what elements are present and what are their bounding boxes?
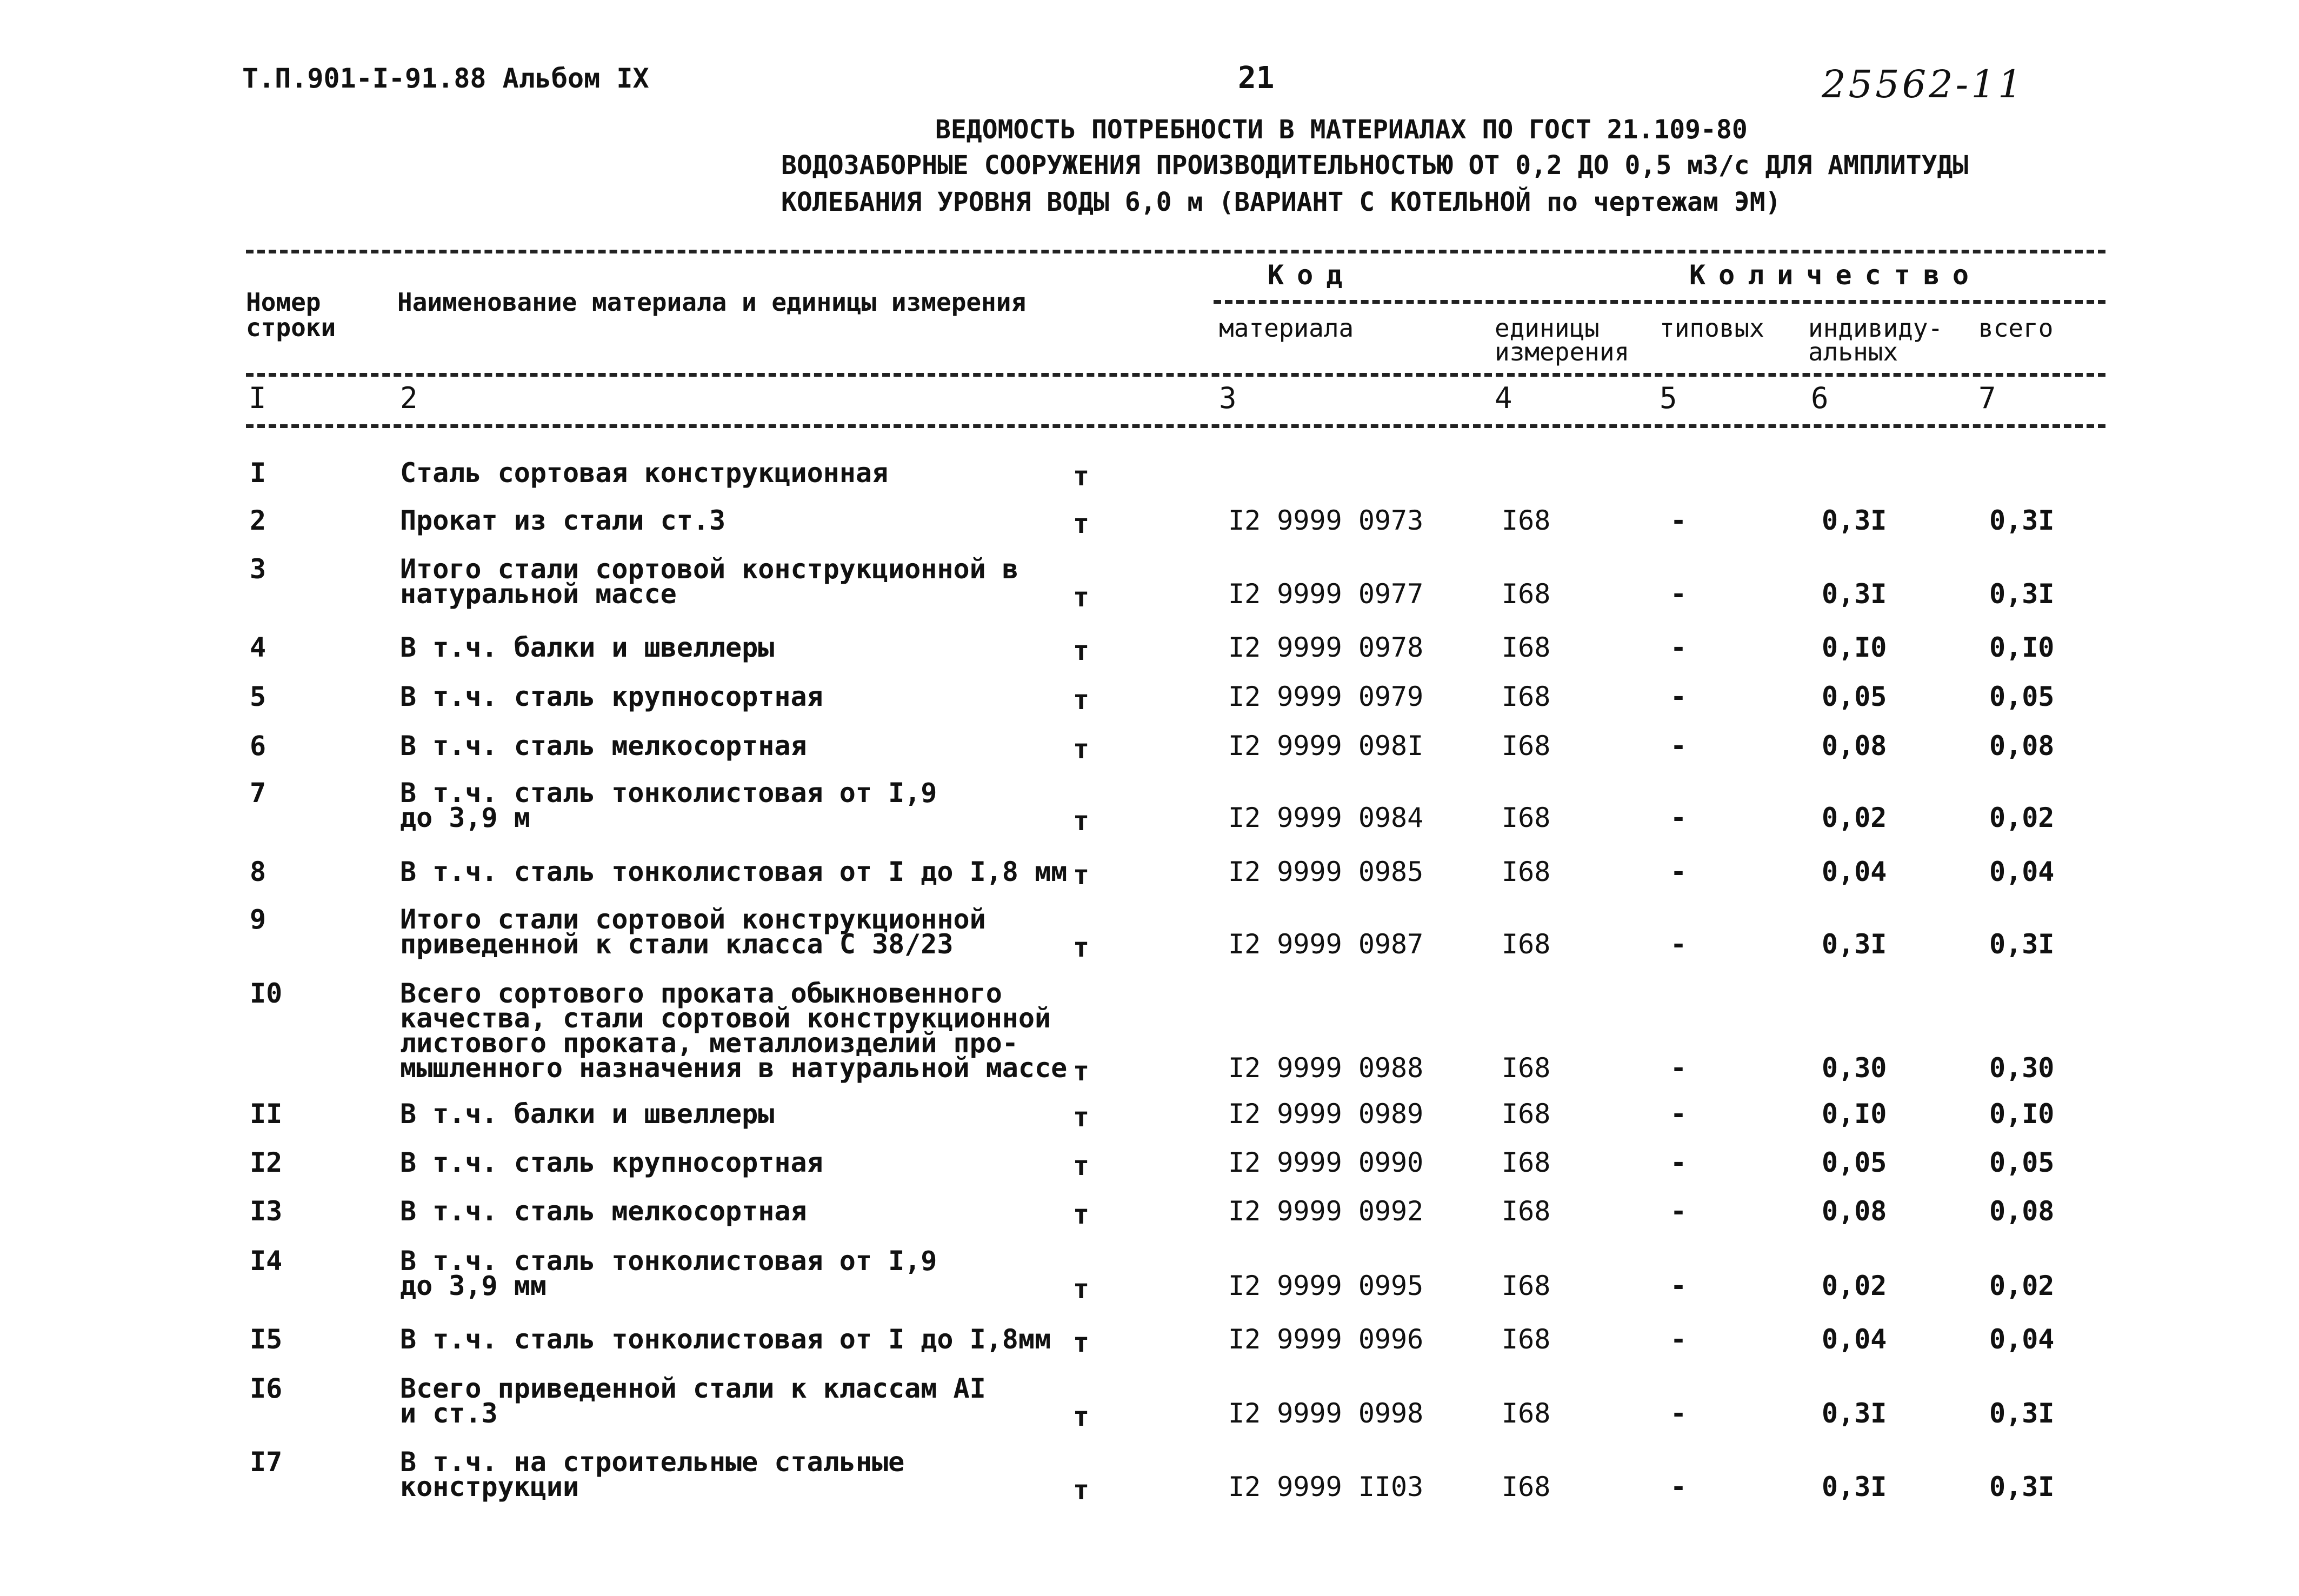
column-number-1: I (249, 381, 266, 415)
row-number: 5 (250, 681, 266, 712)
material-name-line: Итого стали сортовой конструкционной в (400, 553, 1018, 585)
row-number: 9 (250, 904, 266, 935)
individual-quantity: 0,08 (1822, 1196, 1887, 1227)
material-code: I2 9999 0992 (1228, 1196, 1424, 1227)
unit-of-measure: т (1073, 582, 1090, 613)
material-name-line: В т.ч. сталь тонколистовая от I до I,8 мм (400, 856, 1068, 887)
material-name-line: В т.ч. балки и швеллеры (400, 632, 775, 663)
material-code: I2 9999 0973 (1228, 505, 1424, 536)
title-line-2: ВОДОЗАБОРНЫЕ СООРУЖЕНИЯ ПРОИЗВОДИТЕЛЬНОСТЬЮ ОТ 0,2 ДО 0,5 м3/с ДЛЯ АМПЛИТУДЫ (781, 150, 1969, 181)
unit-code: I68 (1502, 632, 1551, 663)
material-name-line: В т.ч. сталь крупносортная (400, 681, 823, 712)
unit-of-measure: т (1073, 1401, 1090, 1432)
individual-quantity: 0,3I (1822, 505, 1887, 536)
material-code: I2 9999 098I (1228, 730, 1424, 762)
header-unit-1: единицы (1495, 313, 1600, 343)
individual-quantity: 0,3I (1822, 1471, 1887, 1502)
unit-of-measure: т (1073, 859, 1090, 891)
row-number: I7 (250, 1446, 283, 1478)
unit-of-measure: т (1073, 1101, 1090, 1133)
individual-quantity: 0,3I (1822, 578, 1887, 610)
header-individual-2: альных (1808, 337, 1898, 366)
material-code: I2 9999 0977 (1228, 578, 1424, 610)
column-number-4: 4 (1495, 381, 1512, 415)
typical-quantity: - (1670, 1147, 1687, 1178)
row-number: I5 (250, 1324, 283, 1355)
header-sub-rule (1214, 300, 2105, 304)
row-number: I6 (250, 1373, 283, 1404)
row-number: I3 (250, 1196, 283, 1227)
unit-of-measure: т (1073, 508, 1090, 539)
total-quantity: 0,04 (1989, 1324, 2055, 1355)
row-number: 8 (250, 856, 266, 887)
unit-code: I68 (1502, 856, 1551, 887)
material-name-line: Сталь сортовая конструкционная (400, 457, 889, 489)
total-quantity: 0,I0 (1989, 632, 2055, 663)
title-line-3: КОЛЕБАНИЯ УРОВНЯ ВОДЫ 6,0 м (ВАРИАНТ С КОТЕЛЬНОЙ по чертежам ЭМ) (781, 187, 1781, 217)
material-name-line: приведенной к стали класса С 38/23 (400, 929, 954, 960)
material-name-line: Прокат из стали ст.3 (400, 505, 726, 536)
material-code: I2 9999 0996 (1228, 1324, 1424, 1355)
unit-code: I68 (1502, 505, 1551, 536)
row-number: 2 (250, 505, 266, 536)
individual-quantity: 0,I0 (1822, 1098, 1887, 1130)
material-code: I2 9999 0984 (1228, 802, 1424, 833)
material-name-line: В т.ч. сталь тонколистовая от I,9 (400, 1245, 937, 1277)
header-row-no-2: строки (246, 313, 336, 342)
total-quantity: 0,3I (1989, 1471, 2055, 1502)
typical-quantity: - (1670, 1471, 1687, 1502)
material-code: I2 9999 0985 (1228, 856, 1424, 887)
typical-quantity: - (1670, 730, 1687, 762)
total-quantity: 0,I0 (1989, 1098, 2055, 1130)
unit-of-measure: т (1073, 1474, 1090, 1506)
archive-stamp: 25562-11 (1822, 62, 2025, 106)
column-number-7: 7 (1978, 381, 1996, 415)
unit-of-measure: т (1073, 1150, 1090, 1181)
header-quantity-group: Количество (1689, 259, 1982, 291)
header-row-no-1: Номер (246, 288, 321, 317)
row-number: I2 (250, 1147, 283, 1178)
typical-quantity: - (1670, 1270, 1687, 1301)
material-code: I2 9999 0978 (1228, 632, 1424, 663)
unit-of-measure: т (1073, 684, 1090, 716)
material-name-line: В т.ч. на строительные стальные (400, 1446, 905, 1478)
header-typical: типовых (1660, 313, 1764, 343)
total-quantity: 0,30 (1989, 1052, 2055, 1084)
row-number: I0 (250, 978, 283, 1009)
material-name-line: конструкции (400, 1471, 579, 1502)
material-name-line: и ст.3 (400, 1398, 498, 1429)
column-number-3: 3 (1219, 381, 1237, 415)
header-bottom-rule (246, 373, 2105, 377)
unit-of-measure: т (1073, 1273, 1090, 1305)
unit-code: I68 (1502, 1324, 1551, 1355)
header-individual-1: индивиду- (1808, 313, 1943, 343)
total-quantity: 0,08 (1989, 1196, 2055, 1227)
document-code: Т.П.901-I-91.88 Альбом IX (242, 63, 649, 94)
unit-code: I68 (1502, 929, 1551, 960)
row-number: II (250, 1098, 283, 1130)
unit-code: I68 (1502, 1471, 1551, 1502)
typical-quantity: - (1670, 856, 1687, 887)
typical-quantity: - (1670, 1098, 1687, 1130)
total-quantity: 0,05 (1989, 681, 2055, 712)
column-number-6: 6 (1811, 381, 1829, 415)
row-number: 7 (250, 777, 266, 809)
total-quantity: 0,08 (1989, 730, 2055, 762)
unit-code: I68 (1502, 578, 1551, 610)
column-numbers-rule (246, 424, 2105, 428)
unit-code: I68 (1502, 730, 1551, 762)
unit-code: I68 (1502, 1398, 1551, 1429)
material-name-line: Итого стали сортовой конструкционной (400, 904, 986, 935)
unit-code: I68 (1502, 802, 1551, 833)
unit-of-measure: т (1073, 1327, 1090, 1358)
material-name-line: В т.ч. сталь крупносортная (400, 1147, 823, 1178)
unit-of-measure: т (1073, 460, 1090, 492)
total-quantity: 0,02 (1989, 802, 2055, 833)
total-quantity: 0,3I (1989, 929, 2055, 960)
material-code: I2 9999 0995 (1228, 1270, 1424, 1301)
typical-quantity: - (1670, 632, 1687, 663)
total-quantity: 0,04 (1989, 856, 2055, 887)
unit-code: I68 (1502, 1052, 1551, 1084)
column-number-5: 5 (1660, 381, 1677, 415)
row-number: I (250, 457, 266, 489)
material-name-line: В т.ч. балки и швеллеры (400, 1098, 775, 1130)
row-number: 3 (250, 553, 266, 585)
typical-quantity: - (1670, 505, 1687, 536)
typical-quantity: - (1670, 1324, 1687, 1355)
material-code: I2 9999 0990 (1228, 1147, 1424, 1178)
table-top-rule (246, 250, 2105, 253)
typical-quantity: - (1670, 578, 1687, 610)
material-name-line: натуральной массе (400, 578, 677, 610)
total-quantity: 0,02 (1989, 1270, 2055, 1301)
unit-of-measure: т (1073, 635, 1090, 666)
material-code: I2 9999 0998 (1228, 1398, 1424, 1429)
material-name-line: мышленного назначения в натуральной массе (400, 1052, 1068, 1084)
material-name-line: Всего приведенной стали к классам AI (400, 1373, 986, 1404)
material-code: I2 9999 0988 (1228, 1052, 1424, 1084)
total-quantity: 0,3I (1989, 505, 2055, 536)
unit-of-measure: т (1073, 1199, 1090, 1230)
header-material-name: Наименование материала и единицы измерения (397, 288, 1027, 317)
header-unit-2: измерения (1495, 337, 1630, 366)
header-code-group: Код (1268, 259, 1356, 291)
unit-code: I68 (1502, 1270, 1551, 1301)
material-name-line: до 3,9 м (400, 802, 530, 833)
header-total: всего (1978, 313, 2054, 343)
material-code: I2 9999 0987 (1228, 929, 1424, 960)
typical-quantity: - (1670, 929, 1687, 960)
individual-quantity: 0,04 (1822, 1324, 1887, 1355)
material-code: I2 9999 0989 (1228, 1098, 1424, 1130)
row-number: I4 (250, 1245, 283, 1277)
individual-quantity: 0,05 (1822, 1147, 1887, 1178)
total-quantity: 0,05 (1989, 1147, 2055, 1178)
individual-quantity: 0,02 (1822, 802, 1887, 833)
unit-of-measure: т (1073, 733, 1090, 765)
typical-quantity: - (1670, 1398, 1687, 1429)
column-number-2: 2 (400, 381, 418, 415)
individual-quantity: 0,30 (1822, 1052, 1887, 1084)
individual-quantity: 0,3I (1822, 929, 1887, 960)
material-name-line: В т.ч. сталь мелкосортная (400, 1196, 807, 1227)
individual-quantity: 0,3I (1822, 1398, 1887, 1429)
material-name-line: до 3,9 мм (400, 1270, 547, 1301)
material-code: I2 9999 II03 (1228, 1471, 1424, 1502)
individual-quantity: 0,05 (1822, 681, 1887, 712)
individual-quantity: 0,04 (1822, 856, 1887, 887)
title-line-1: ВЕДОМОСТЬ ПОТРЕБНОСТИ В МАТЕРИАЛАХ ПО ГОСТ 21.109-80 (935, 115, 1748, 145)
row-number: 6 (250, 730, 266, 762)
material-name-line: качества, стали сортовой конструкционной (400, 1003, 1051, 1034)
individual-quantity: 0,08 (1822, 730, 1887, 762)
material-name-line: Всего сортового проката обыкновенного (400, 978, 1002, 1009)
unit-code: I68 (1502, 1147, 1551, 1178)
material-name-line: листового проката, металлоизделий про- (400, 1027, 1018, 1059)
total-quantity: 0,3I (1989, 578, 2055, 610)
unit-of-measure: т (1073, 805, 1090, 837)
material-name-line: В т.ч. сталь тонколистовая от I до I,8мм (400, 1324, 1051, 1355)
unit-of-measure: т (1073, 932, 1090, 963)
typical-quantity: - (1670, 1196, 1687, 1227)
unit-code: I68 (1502, 1196, 1551, 1227)
material-name-line: В т.ч. сталь тонколистовая от I,9 (400, 777, 937, 809)
unit-code: I68 (1502, 1098, 1551, 1130)
total-quantity: 0,3I (1989, 1398, 2055, 1429)
header-material-code: материала (1219, 313, 1354, 343)
page-number: 21 (1238, 61, 1275, 96)
individual-quantity: 0,02 (1822, 1270, 1887, 1301)
unit-code: I68 (1502, 681, 1551, 712)
individual-quantity: 0,I0 (1822, 632, 1887, 663)
typical-quantity: - (1670, 802, 1687, 833)
typical-quantity: - (1670, 681, 1687, 712)
material-name-line: В т.ч. сталь мелкосортная (400, 730, 807, 762)
typical-quantity: - (1670, 1052, 1687, 1084)
row-number: 4 (250, 632, 266, 663)
material-code: I2 9999 0979 (1228, 681, 1424, 712)
unit-of-measure: т (1073, 1056, 1090, 1087)
